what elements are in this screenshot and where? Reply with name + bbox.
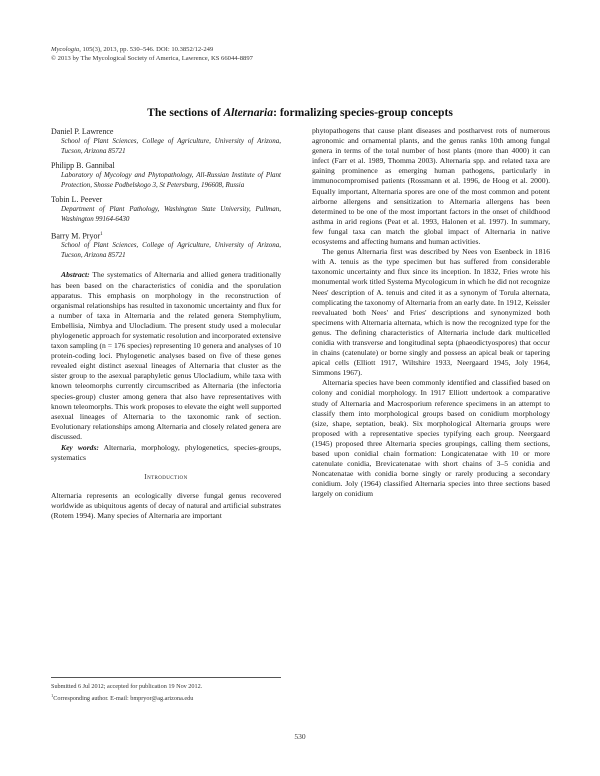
footnotes <box>51 677 281 703</box>
author-affiliation: School of Plant Sciences, College of Agriculture, University of Arizona, Tucson, Arizona 85721 <box>61 137 281 155</box>
page-number: 530 <box>294 732 306 741</box>
author-name-text: Barry M. Pryor <box>51 231 101 241</box>
intro-paragraph: Alternaria represents an ecologically diverse fungal genus recovered worldwide as ubiquitous agents of decay of natural and artificial substrates (Rotem 1994). Many species of Alternaria are important <box>51 491 281 521</box>
abstract-label: Abstract: <box>61 270 90 280</box>
body-paragraph: Alternaria species have been commonly identified and classified based on colony and conidial morphology. In 1917 Elliott undertook a comparative study of Alternaria and Macrosporium reference specimens in an attempt to classify them into morphological groups based on conidium morphology (size, shape, septation, beak). Six morphological Alternaria groups were proposed with a representative species typifying each group. Neergaard (1945) proposed three Alternaria species groupings, calling them sections, based upon conidial chain formation: Longicatenatae with 10 or more catenulate conidia, Brevicatenatae with short chains of 3–5 conidia and Noncatenatae with conidia borne singly or rarely producing a secondary conidium. Joly (1964) classified Alternaria species into three sections based largely on conidium <box>312 378 550 499</box>
title-prefix: The sections of <box>147 106 224 119</box>
article-title <box>0 106 600 119</box>
author-name: Tobin L. Peever <box>51 195 103 205</box>
author-affiliation: Laboratory of Mycology and Phytopathology, All-Russian Institute of Plant Protection, Shosse Podbelskogo 3, St Petersburg, 196608, Russia <box>61 171 281 189</box>
citation-line <box>51 45 253 54</box>
title-genus: Alternaria <box>223 106 274 119</box>
corresponding-text: Corresponding author. E-mail: bmpryor@ag.arizona.edu <box>53 694 194 702</box>
left-column <box>51 126 281 522</box>
section-heading-introduction: Introduction <box>144 474 188 482</box>
body-paragraph: The genus Alternaria first was described by Nees von Esenbeck in 1816 with A. tenuis as the type specimen but has suffered from considerable taxonomic uncertainty and flux since its inception. In 1832, Fries wrote his monumental work titled Systema Mycologicum in which he did not recognize Nees' description of A. tenuis and cited it as a synonym of Torula alternata, complicating the taxonomy of Alternaria from an early date. In 1912, Keissler reevaluated both Nees' and Fries' descriptions and synonymized both specimens with Alternaria alternata, which is now the recognized type for the genus. The defining characteristics of Alternaria include dark multicelled conidia with transverse and longitudinal septa (phaeodictyospores) that occur in chains (catenulate) or borne singly and possess an apical beak or tapering apical cells (Elliott 1917, Wiltshire 1933, Neergaard 1945, Joly 1964, Simmons 1967). <box>312 247 550 378</box>
keywords-label: Key words: <box>61 443 99 452</box>
submission-dates: Submitted 6 Jul 2012; accepted for publication 19 Nov 2012. <box>51 683 203 690</box>
citation-text: , 105(3), 2013, pp. 530–546. DOI: 10.3852/12-249 <box>79 46 214 53</box>
author-block <box>51 126 281 260</box>
author-name-corresponding <box>51 229 281 242</box>
copyright-line: © 2013 by The Mycological Society of America, Lawrence, KS 66044-8897 <box>51 55 253 62</box>
abstract <box>51 270 281 442</box>
abstract-text: The systematics of Alternaria and allied genera traditionally has been based on the characteristics of conidia and the sporulation apparatus. This emphasis on morphology in the reconstruction of organismal relationships has resulted in taxonomic uncertainty and flux for a number of taxa in Alternaria and the related genera Stemphylium, Embellisia, Nimbya and Ulocladium. The present study used a molecular phylogenetic approach for systematic resolution and incorporated extensive taxon sampling (n = 176 species) representing 10 genera and analyses of 10 protein-coding loci. Phylogenetic analyses based on five of these genes revealed eight distinct asexual lineages of Alternaria that cluster as the sister group to the asexual paraphyletic genus Ulocladium, while taxa with known teleomorphs currently circumscribed as Alternaria (the infectoria species-group) cluster among genera that also have representatives with known teleomorphs. This work proposes to elevate the eight well supported asexual lineages of Alternaria to the taxonomic rank of section. Evolutionary relationships among Alternaria and closely related genera are discussed. <box>51 270 281 441</box>
right-column <box>312 126 550 499</box>
abstract-paragraph <box>51 270 281 442</box>
journal-header <box>51 45 253 63</box>
author-name: Philipp B. Gannibal <box>51 161 115 171</box>
author-name: Daniel P. Lawrence <box>51 127 114 136</box>
journal-name: Mycologia <box>51 46 80 53</box>
author-affiliation: Department of Plant Pathology, Washington State University, Pullman, Washington 99164-6430 <box>61 205 281 223</box>
corresponding-author-note <box>51 692 281 704</box>
footnote-mark: 1 <box>51 692 54 698</box>
title-suffix: : formalizing species-group concepts <box>273 106 453 119</box>
keywords-text: Alternaria, morphology, phylogenetics, species-groups, systematics <box>51 443 281 463</box>
author-affiliation: School of Plant Sciences, College of Agriculture, University of Arizona, Tucson, Arizona 85721 <box>61 241 281 259</box>
keywords <box>51 443 281 463</box>
body-paragraph: phytopathogens that cause plant diseases and postharvest rots of numerous agronomic and ornamental plants, and the genus ranks 10th among fungal genera in terms of the total number of host plants (more than 4000) it can infect (Farr et al. 1989, Thomma 2003). Alternaria spp. and related taxa are gaining prominence as emerging human pathogens, particularly in immunocompromised patients (Rossmann et al. 1996, de Hoog et al. 2000). Equally important, Alternaria spores are one of the most common and potent airborne allergens and sensitization to Alternaria allergens has been determined to be one of the most important factors in the onset of childhood asthma in arid regions (Peat et al. 1993, Halonen et al. 1997). In summary, few fungal taxa can match the global impact of Alternaria in native ecosystems and affecting humans and human activities. <box>312 126 550 247</box>
corresponding-mark: 1 <box>100 231 103 237</box>
